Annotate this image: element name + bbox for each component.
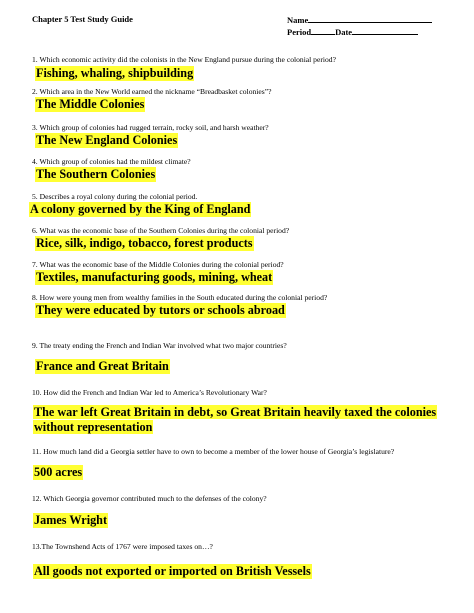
answer-1: Fishing, whaling, shipbuilding (36, 66, 194, 80)
answer-10-text: The war left Great Britain in debt, so Great Britain heavily taxed the colonies without representation (34, 405, 437, 434)
question-8: 8. How were young men from wealthy families in the South educated during the colonial period? (32, 293, 328, 302)
document-title: Chapter 5 Test Study Guide (32, 14, 133, 24)
answer-8: They were educated by tutors or schools abroad (36, 303, 285, 317)
date-label: Date (335, 27, 353, 37)
answer-6: Rice, silk, indigo, tobacco, forest products (36, 236, 253, 250)
answer-2: The Middle Colonies (36, 97, 145, 111)
answer-7: Textiles, manufacturing goods, mining, wheat (36, 270, 273, 284)
question-1: 1. Which economic activity did the colonists in the New England pursue during the colonial period? (32, 55, 336, 64)
question-3: 3. Which group of colonies had rugged terrain, rocky soil, and harsh weather? (32, 123, 269, 132)
question-10: 10. How did the French and Indian War led to America’s Revolutionary War? (32, 388, 267, 397)
answer-5: A colony governed by the King of England (30, 202, 251, 216)
question-6: 6. What was the economic base of the Southern Colonies during the colonial period? (32, 226, 290, 235)
student-info-block (287, 14, 432, 38)
answer-12: James Wright (34, 513, 108, 527)
question-7: 7. What was the economic base of the Middle Colonies during the colonial period? (32, 260, 284, 269)
name-label: Name (287, 15, 309, 25)
answer-4: The Southern Colonies (36, 167, 156, 181)
question-12: 12. Which Georgia governor contributed much to the defenses of the colony? (32, 494, 267, 503)
name-blank (308, 14, 432, 23)
question-13: 13.The Townshend Acts of 1767 were imposed taxes on…? (32, 542, 213, 551)
period-date-row (287, 26, 432, 38)
answer-10 (33, 405, 473, 435)
question-11: 11. How much land did a Georgia settler have to own to become a member of the lower house of Georgia’s legislature? (32, 447, 395, 456)
answer-3: The New England Colonies (36, 133, 178, 147)
question-9: 9. The treaty ending the French and Indian War involved what two major countries? (32, 341, 287, 350)
answer-13: All goods not exported or imported on British Vessels (34, 564, 311, 578)
date-blank (352, 26, 418, 35)
question-2: 2. Which area in the New World earned the nickname “Breadbasket colonies”? (32, 87, 272, 96)
period-blank (311, 26, 335, 35)
name-row (287, 14, 432, 26)
answer-9: France and Great Britain (36, 359, 169, 373)
question-4: 4. Which group of colonies had the mildest climate? (32, 157, 191, 166)
question-5: 5. Describes a royal colony during the colonial period. (32, 192, 198, 201)
period-label: Period (287, 27, 312, 37)
answer-11: 500 acres (34, 465, 83, 479)
